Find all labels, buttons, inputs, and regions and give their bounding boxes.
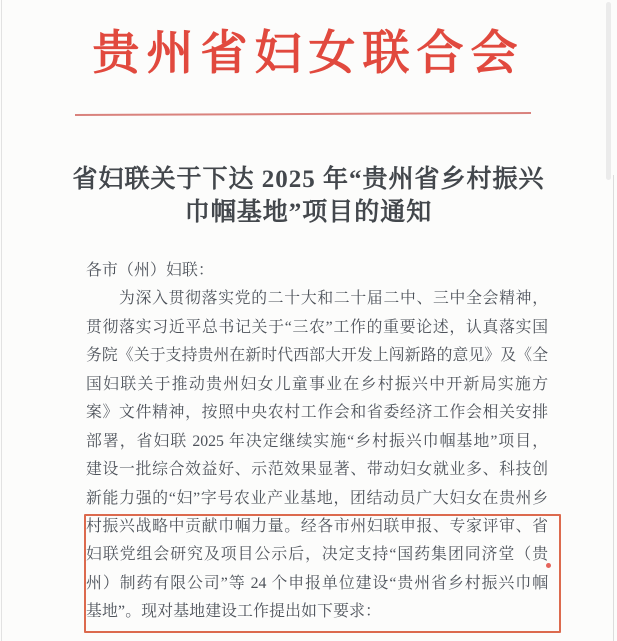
body-text-line: 贯彻落实习近平总书记关于“三农”工作的重要论述，认真落实国 xyxy=(86,318,548,336)
page-left-edge xyxy=(1,0,2,641)
page-right-edge xyxy=(606,2,611,180)
highlight-annotation-box xyxy=(84,514,561,633)
red-dot-mark xyxy=(546,563,551,568)
body-text-line: 各市（州）妇联： xyxy=(86,262,214,279)
body-text-line: 案》文件精神，按照中央农村工作会和省委经济工作会相关安排 xyxy=(86,404,548,422)
document-title-line2: 巾帼基地”项目的通知 xyxy=(184,199,433,226)
body-text-line: 部署，省妇联 2025 年决定继续实施“乡村振兴巾帼基地”项目， xyxy=(86,432,548,450)
letterhead-divider-line xyxy=(75,112,531,116)
body-text-line: 务院《关于支持贵州在新时代西部大开发上闯新路的意见》及《全 xyxy=(86,347,548,365)
body-text-line: 基地”。现对基地建设工作提出如下要求： xyxy=(86,603,382,621)
body-text-line: 州）制药有限公司”等 24 个申报单位建设“贵州省乡村振兴巾帼 xyxy=(86,574,548,592)
page-right-edge-lower xyxy=(613,175,614,641)
body-text-line: 村振兴战略中贡献巾帼力量。经各市州妇联申报、专家评审、省 xyxy=(86,517,548,535)
body-text-line: 国妇联关于推动贵州妇女儿童事业在乡村振兴中开新局实施方 xyxy=(86,375,548,393)
body-text-line: 新能力强的“妇”字号农业产业基地，团结动员广大妇女在贵州乡 xyxy=(86,489,548,507)
body-text-line: 妇联党组会研究及项目公示后，决定支持“国药集团同济堂（贵 xyxy=(86,546,548,564)
body-text-line: 建设一批综合效益好、示范效果显著、带动妇女就业多、科技创 xyxy=(86,461,548,479)
letterhead-org-name: 贵州省妇女联合会 xyxy=(92,28,525,80)
body-text-line: 为深入贯彻落实党的二十大和二十届二中、三中全会精神， xyxy=(86,290,548,308)
document-title-line1: 省妇联关于下达 2025 年“贵州省乡村振兴 xyxy=(72,166,545,193)
document-title xyxy=(0,163,617,229)
